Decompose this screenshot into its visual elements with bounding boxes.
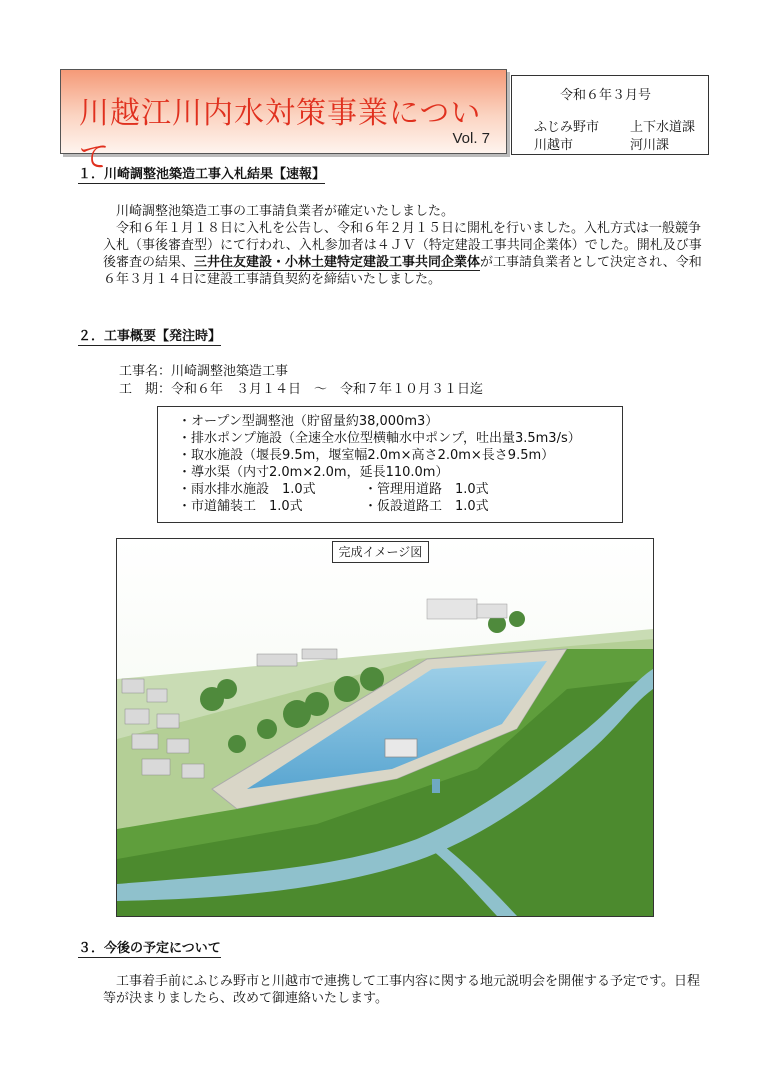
section1-p2 xyxy=(103,220,703,288)
contractor-name: 三井住友建設・小林土建特定建設工事共同企業体 xyxy=(194,255,481,270)
section1-body xyxy=(103,203,703,288)
org1-city: ふじみ野市 xyxy=(534,120,600,135)
org-row-1 xyxy=(534,116,696,135)
org-row-2 xyxy=(534,134,670,153)
spec-item: ・仮設道路工 1.0式 xyxy=(364,499,489,514)
project-period: 工 期：令和６年 ３月１４日 ～ 令和７年１０月３１日迄 xyxy=(119,382,484,397)
section3-body xyxy=(103,973,703,1007)
org2-city: 川越市 xyxy=(534,138,574,153)
section1-p2-c: が工事請負業者として決定され、令和６年３月１４日に建設工事請負契約を締結いたしました。 xyxy=(103,255,702,287)
completion-illustration xyxy=(117,539,653,916)
volume-label: Vol. 7 xyxy=(452,130,490,147)
project-name: 工事名：川崎調整池築造工事 xyxy=(119,364,289,379)
spec-row xyxy=(178,498,489,515)
completion-image xyxy=(116,538,654,917)
spec-item: ・導水渠（内寸2.0m×2.0m，延長110.0m） xyxy=(178,465,449,480)
spec-box xyxy=(157,406,623,523)
issue-date: 令和６年３月号 xyxy=(560,88,652,103)
page-title: 川越江川内水対策事業について xyxy=(79,96,482,175)
section3-heading: ３．今後の予定について xyxy=(78,937,221,958)
spec-item: ・管理用道路 1.0式 xyxy=(364,482,489,497)
issue-info-box xyxy=(511,75,709,155)
image-caption: 完成イメージ図 xyxy=(332,541,429,563)
spec-item: ・オープン型調整池（貯留量約38,000m3） xyxy=(178,414,439,429)
spec-item: ・雨水排水施設 1.0式 xyxy=(178,482,316,497)
org2-dept: 河川課 xyxy=(630,138,670,153)
section3-p1: 工事着手前にふじみ野市と川越市で連携して工事内容に関する地元説明会を開催する予定です。日程等が決まりましたら、改めて御連絡いたします。 xyxy=(103,974,700,1006)
spec-row xyxy=(178,481,489,498)
spec-item: ・取水施設（堰長9.5m，堰室幅2.0m×高さ2.0m×長さ9.5m） xyxy=(178,448,555,463)
section1-p2-a: 令和６年１月１８日に入札を公告し、令和６年２月１５日に開札を行いました。入札方式は一般競争入札（事後審査型）にて行われ、入札参加者は４ＪＶ（特定建設工事共同企業体）でした。開札及び事後審査の結果、 xyxy=(103,221,702,270)
section1-heading: １．川崎調整池築造工事入札結果【速報】 xyxy=(78,163,325,184)
spec-item: ・排水ポンプ施設（全速全水位型横軸水中ポンプ，吐出量3.5m3/s） xyxy=(178,431,581,446)
org1-dept: 上下水道課 xyxy=(630,120,696,135)
section1-p1: 川崎調整池築造工事の工事請負業者が確定いたしました。 xyxy=(116,204,455,219)
spec-item: ・市道舗装工 1.0式 xyxy=(178,499,303,514)
section2-heading: ２．工事概要【発注時】 xyxy=(78,325,221,346)
